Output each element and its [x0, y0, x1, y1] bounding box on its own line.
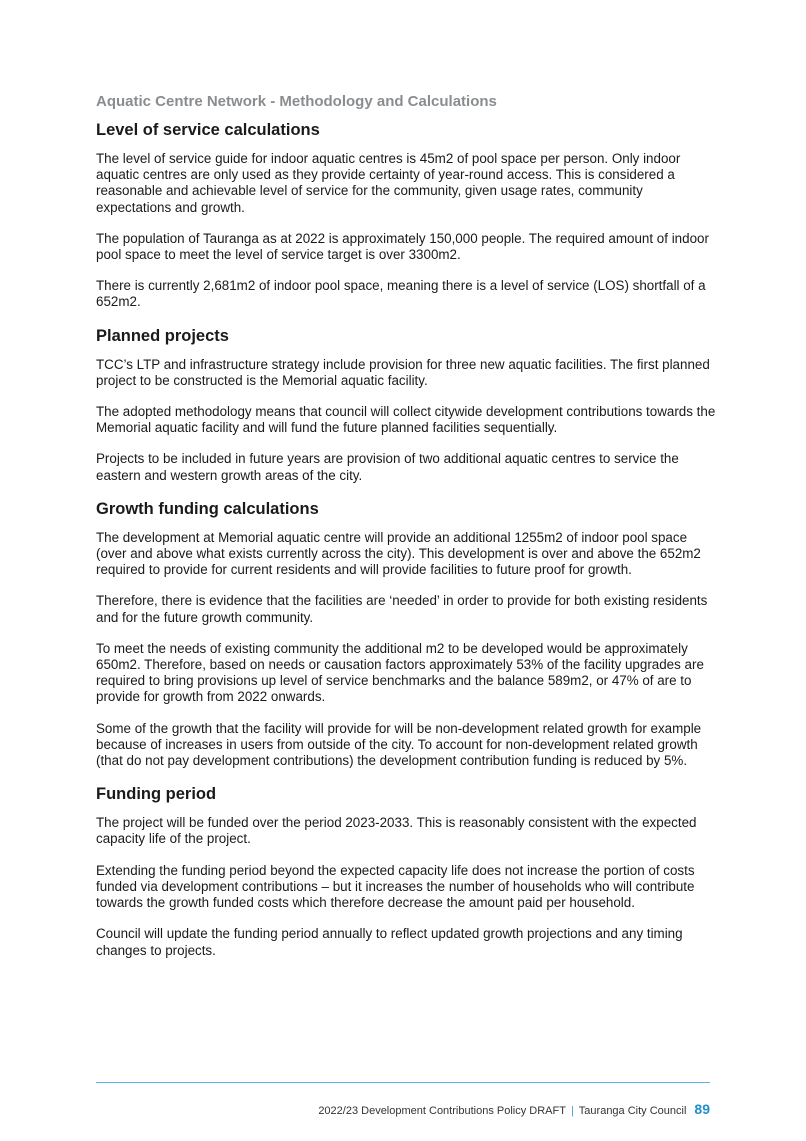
section-heading-funding-period: Funding period [96, 785, 217, 804]
paragraph: The level of service guide for indoor aquatic centres is 45m2 of pool space per person. Only indoor aquatic centres are only used as they provide certainty of year-round access. This is considered a reasonable and achievable level of service for the community, given usage rates, community expectations and growth. [96, 151, 681, 215]
paragraph: Projects to be included in future years are provision of two additional aquatic centres to service the eastern and western growth areas of the city. [96, 451, 679, 483]
paragraph: Therefore, there is evidence that the facilities are ‘needed’ in order to provide for both existing residents and for the future growth community. [96, 593, 708, 625]
paragraph: The project will be funded over the period 2023-2033. This is reasonably consistent with the expected capacity life of the project. [96, 815, 697, 847]
paragraph: The adopted methodology means that council will collect citywide development contributions towards the Memorial aquatic facility and will fund the future planned facilities sequentially. [96, 404, 716, 436]
footer-divider [96, 1082, 710, 1083]
paragraph: The development at Memorial aquatic centre will provide an additional 1255m2 of indoor pool space (over and above what exists currently across the city). This development is over and above the 652m2 required to provide for current residents and will provide facilities to future proof for growth. [96, 529, 701, 578]
footer-separator: | [570, 1105, 574, 1117]
footer-organisation: Tauranga City Council [578, 1105, 687, 1117]
paragraph: To meet the needs of existing community the additional m2 to be developed would be approximately 650m2. Therefore, based on needs or causation factors approximately 53% of the facility upgrades are required to bring provisions up level of service benchmarks and the balance 589m2, or 47% of are to provide for growth from 2022 onwards. [96, 640, 704, 705]
section-heading-level-of-service: Level of service calculations [96, 121, 320, 139]
page-number: 89 [694, 1101, 710, 1117]
page-content [96, 92, 718, 959]
page-footer [318, 1101, 710, 1117]
paragraph: Some of the growth that the facility will provide for will be non-development related growth for example because of increases in users from outside of the city. To account for non-development related growth (that do not pay development contributions) the development contribution funding is reduced by 5%. [96, 720, 702, 769]
page-title: Aquatic Centre Network - Methodology and Calculations [96, 93, 497, 110]
paragraph: The population of Tauranga as at 2022 is approximately 150,000 people. The required amount of indoor pool space to meet the level of service target is over 3300m2. [96, 230, 709, 263]
paragraph: Council will update the funding period annually to reflect updated growth projections and any timing changes to projects. [96, 926, 683, 958]
paragraph: Extending the funding period beyond the expected capacity life does not increase the portion of costs funded via development contributions – but it increases the number of households who will contribute towards the growth funded costs which therefore decrease the amount paid per household. [96, 862, 695, 911]
paragraph: There is currently 2,681m2 of indoor pool space, meaning there is a level of service (LOS) shortfall of a 652m2. [96, 278, 706, 310]
footer-policy-title: 2022/23 Development Contributions Policy DRAFT [318, 1105, 566, 1117]
section-heading-growth-funding: Growth funding calculations [96, 499, 319, 518]
paragraph: TCC’s LTP and infrastructure strategy include provision for three new aquatic facilities. The first planned project to be constructed is the Memorial aquatic facility. [96, 356, 710, 388]
section-heading-planned-projects: Planned projects [96, 326, 229, 345]
